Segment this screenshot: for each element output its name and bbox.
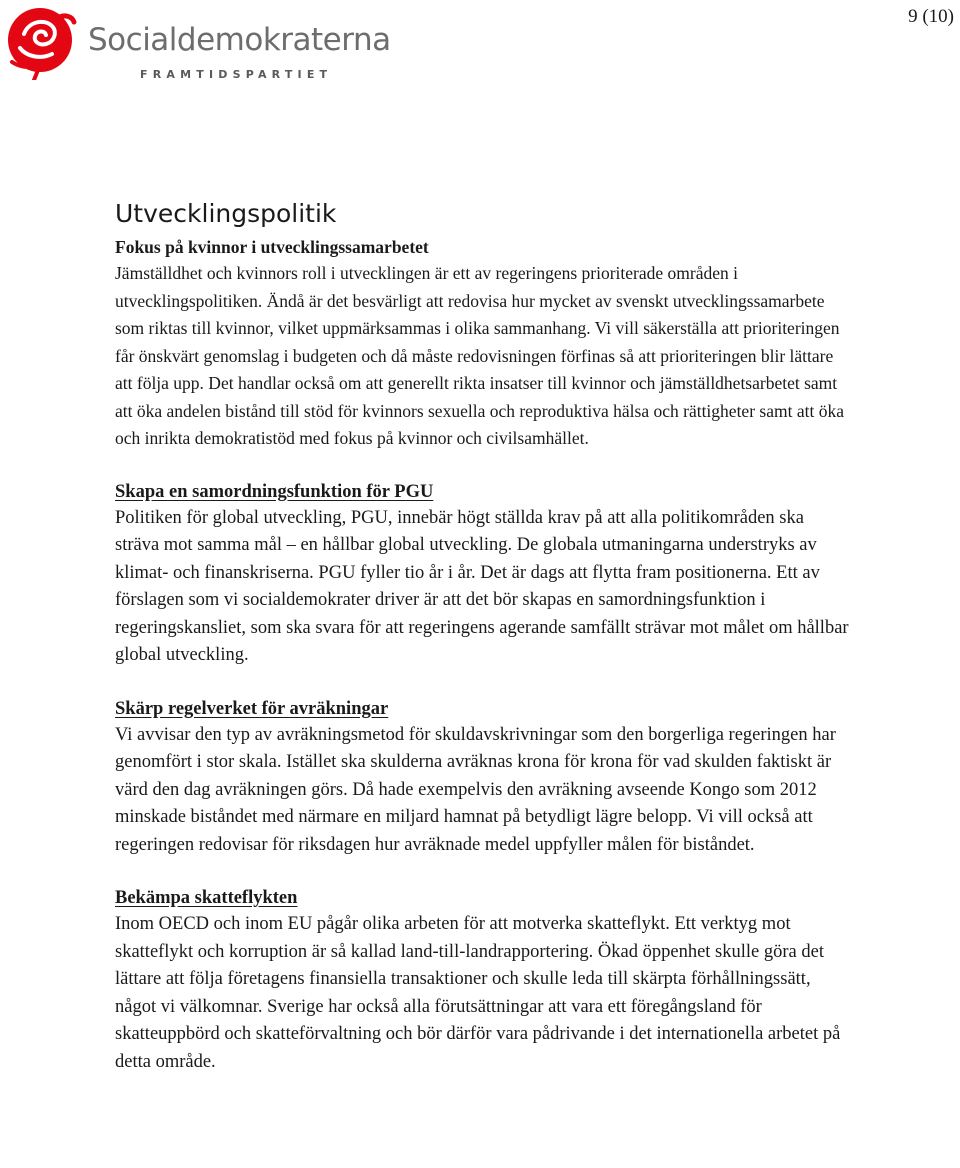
logo-tagline: FRAMTIDSPARTIET xyxy=(140,68,333,81)
party-logo xyxy=(4,2,391,82)
section-body: Inom OECD och inom EU pågår olika arbeten för att motverka skatteflykt. Ett verktyg mot skatteflykt och korruption är så kallad land-till-landrapportering. Ökad öppenhet skulle göra det lättare att följa företagens finansiella transaktioner och skulle leda till skärpta förhållningssätt, något vi välkomnar. Sverige har också alla förutsättningar att vara ett föregångsland för skatteuppbörd och skatteförvaltning och bör därför vara pådrivande i det internationella arbetet på detta område. xyxy=(115,914,841,1072)
section-pgu xyxy=(115,479,850,670)
page-number: 9 (10) xyxy=(908,6,954,27)
rose-icon xyxy=(4,4,80,80)
section-heading: Skärp regelverket för avräkningar xyxy=(115,698,389,719)
section-skatteflykt xyxy=(115,885,850,1076)
section-heading: Fokus på kvinnor i utvecklingssamarbetet xyxy=(115,237,429,257)
section-body: Vi avvisar den typ av avräkningsmetod för skuldavskrivningar som den borgerliga regeringen har genomfört i stor skala. Istället ska skulderna avräknas krona för krona för vad skulden faktiskt är värd den dag avräkningen görs. Då hade exempelvis den avräkning avseende Kongo som 2012 minskade biståndet med närmare en miljard hamnat på betydligt lägre belopp. Vi vill också att regeringen redovisar för riksdagen hur avräknade medel uppfyller målen för biståndet. xyxy=(115,724,836,855)
document-title: Utvecklingspolitik xyxy=(115,199,337,228)
section-heading: Bekämpa skatteflykten xyxy=(115,888,298,908)
section-avrakningar xyxy=(115,696,850,860)
section-womens-focus xyxy=(115,234,850,453)
section-body: Politiken för global utveckling, PGU, innebär högt ställda krav på att alla politikområden ska sträva mot samma mål – en hållbar global utveckling. De globala utmaningarna understryks av klimat- och finanskriserna. PGU fyller tio år i år. Det är dags att flytta fram positionerna. Ett av förslagen som vi socialdemokrater driver är att det bör skapas en samordningsfunktion i regeringskansliet, som ska svara för att regeringens agerande samfällt strävar mot målet om hållbar global utveckling. xyxy=(115,507,849,665)
logo-name: Socialdemokraterna xyxy=(88,22,391,58)
section-body: Jämställdhet och kvinnors roll i utvecklingen är ett av regeringens prioriterade områden i utvecklingspolitiken. Ändå är det besvärligt att redovisa hur mycket av svenskt utvecklingssamarbete som riktas till kvinnor, vilket uppmärksammas i olika sammanhang. Vi vill säkerställa att prioriteringen får önskvärt genomslag i budgeten och då måste redovisningen förfinas så att prioriteringen blir lättare att följa upp. Det handlar också om att generellt rikta insatser till kvinnor och jämställdhetsarbetet samt att öka andelen bistånd till stöd för kvinnors sexuella och reproduktiva hälsa och rättigheter samt att öka och inrikta demokratistöd med fokus på kvinnor och civilsamhället. xyxy=(115,263,844,448)
document-content xyxy=(115,196,850,1102)
section-heading: Skapa en samordningsfunktion för PGU xyxy=(115,481,434,502)
